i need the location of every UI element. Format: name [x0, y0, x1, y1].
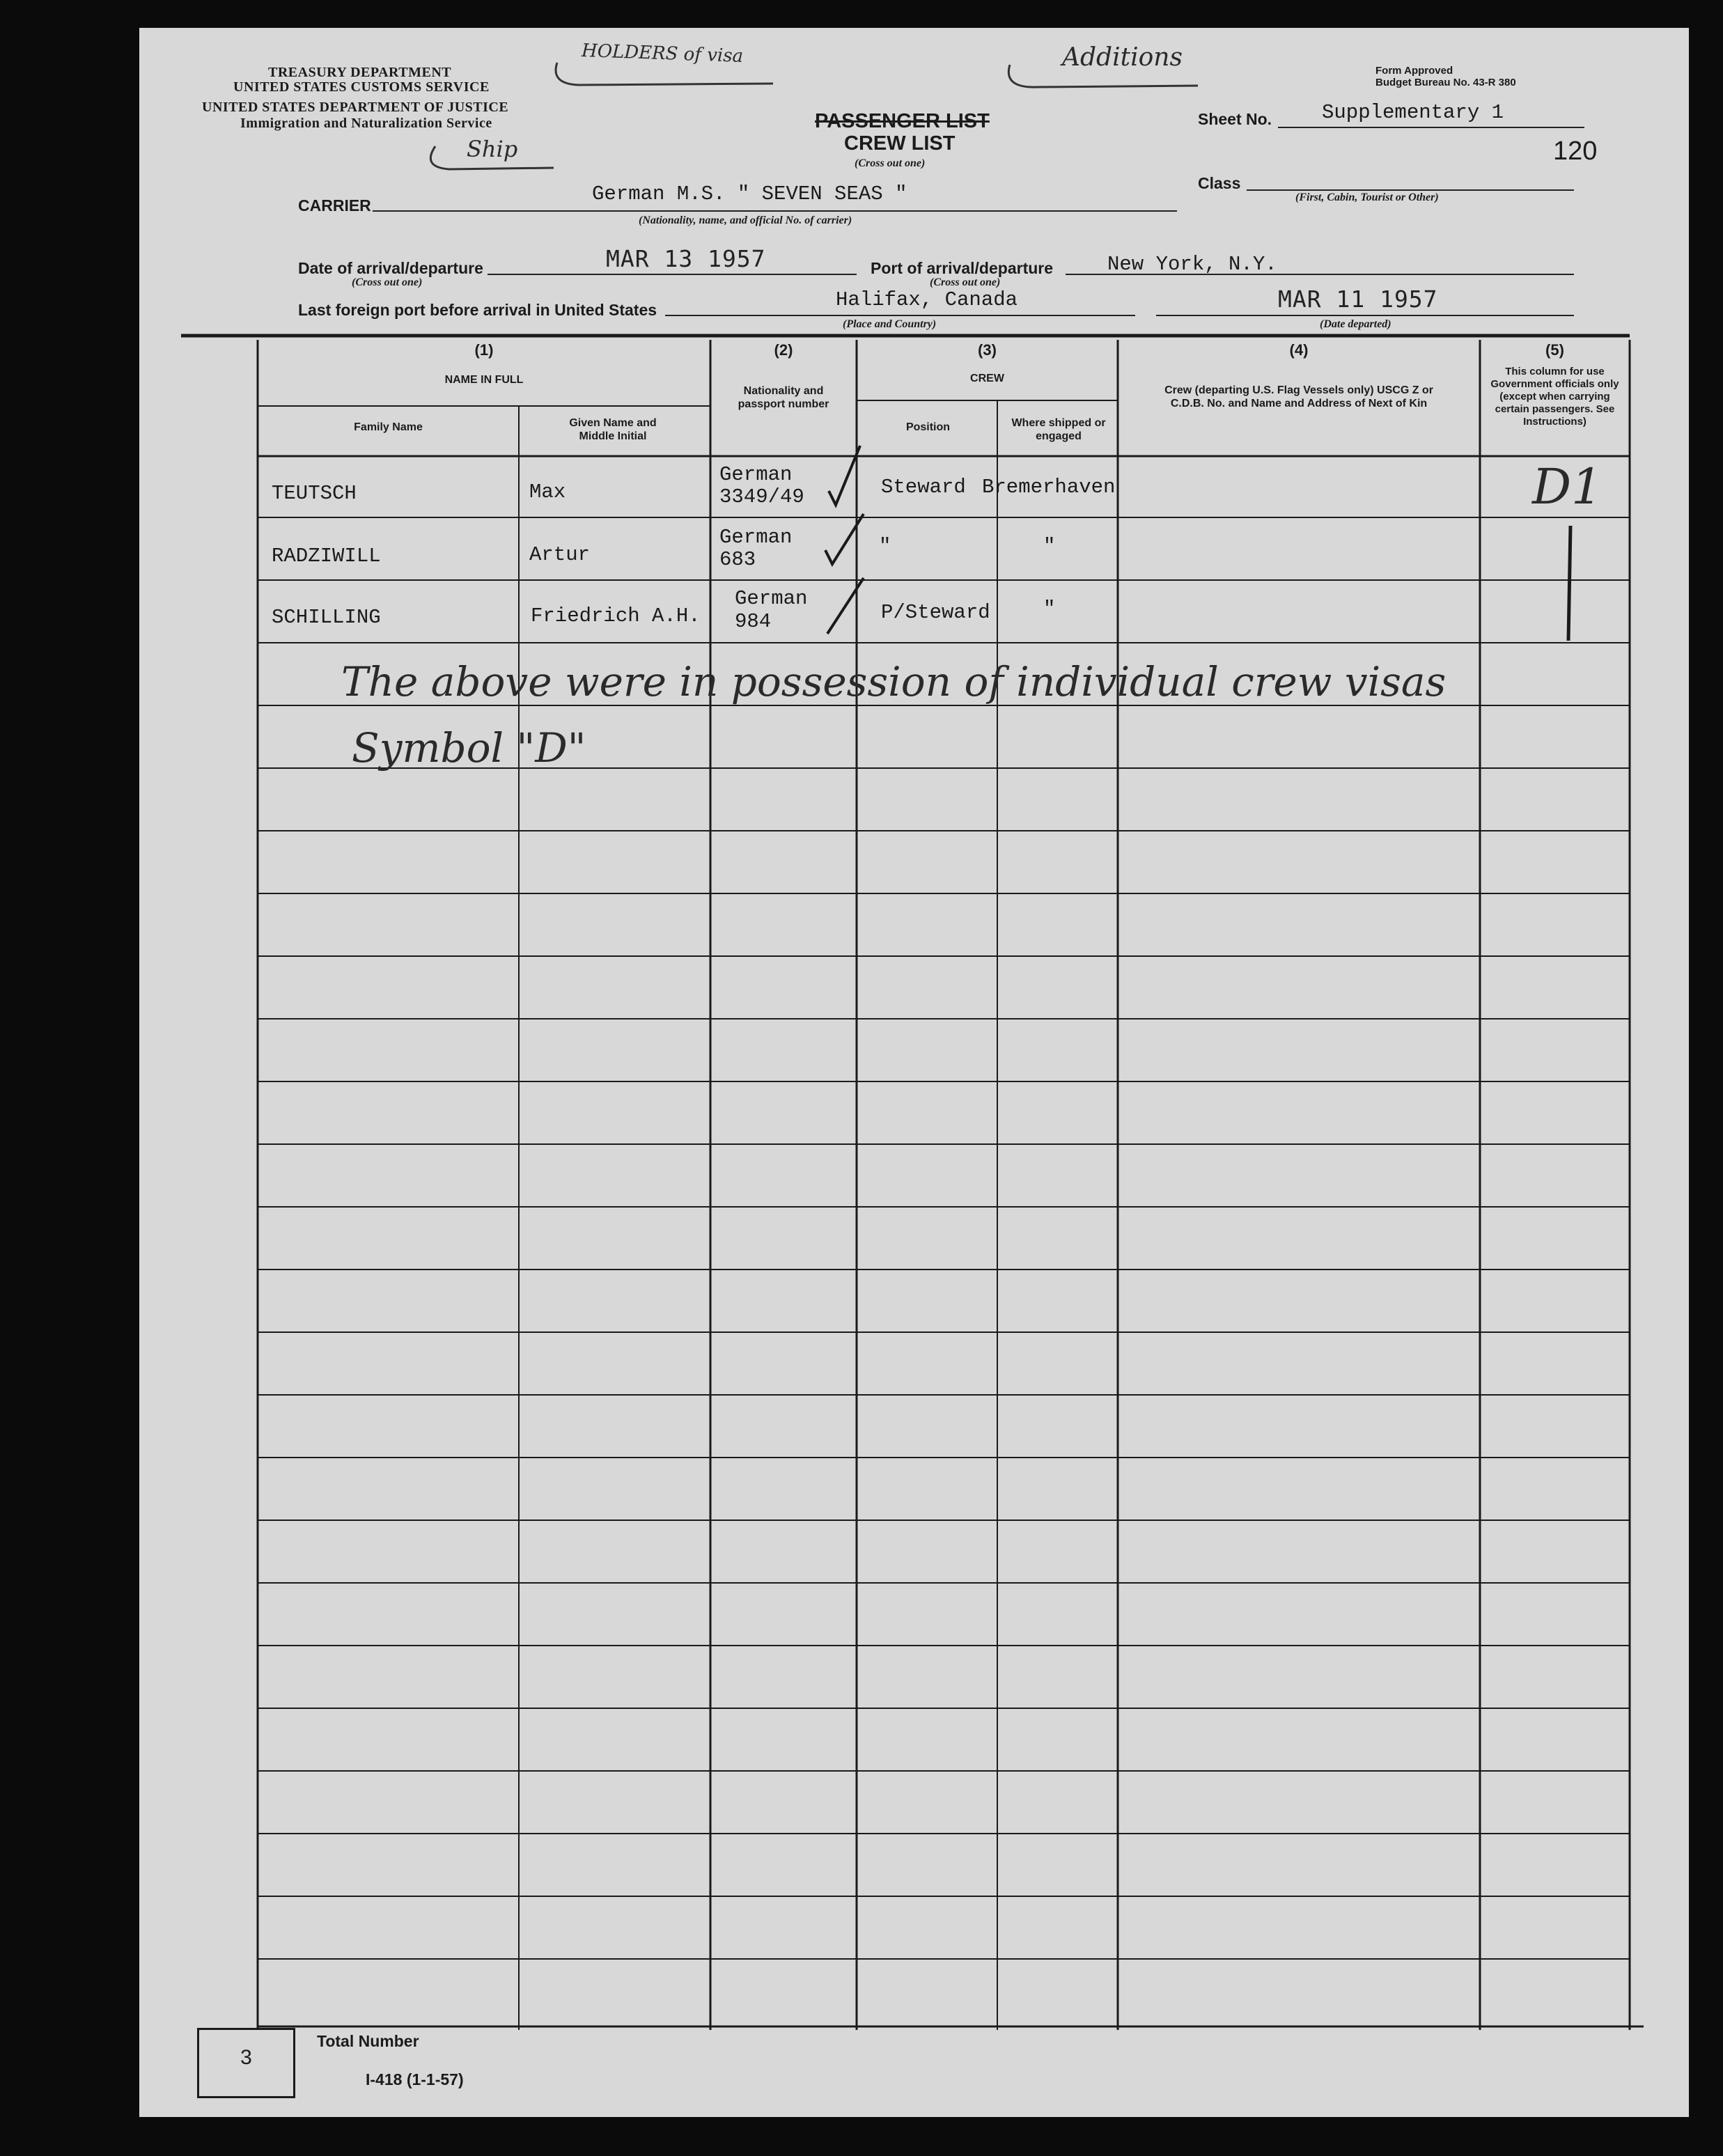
- passenger-list-title-struck: PASSENGER LIST: [815, 110, 990, 132]
- date-departed-value: MAR 11 1957: [1278, 286, 1438, 313]
- total-value: 3: [240, 2046, 252, 2069]
- col2-number: (2): [774, 341, 793, 359]
- row2-passport: 683: [719, 548, 756, 571]
- budget-bureau: Budget Bureau No. 43-R 380: [1375, 77, 1516, 88]
- row3-nationality: German: [735, 587, 808, 610]
- date-arrival-note: (Cross out one): [352, 276, 423, 288]
- row1-where-shipped: Bremerhaven: [982, 476, 1116, 499]
- sheet-label: Sheet No.: [1198, 110, 1272, 128]
- row1-family-name: TEUTSCH: [272, 482, 357, 505]
- row3-family-name: SCHILLING: [272, 606, 381, 629]
- annotation-line1: The above were in possession of individual crew visas: [341, 658, 1447, 705]
- class-label: Class: [1198, 174, 1241, 192]
- total-label: Total Number: [317, 2032, 419, 2050]
- port-value: New York, N.Y.: [1107, 253, 1277, 276]
- date-departed-note: (Date departed): [1320, 318, 1391, 330]
- hand-note-ship: Ship: [467, 136, 518, 162]
- carrier-label: CARRIER: [298, 196, 371, 214]
- check-mark-row2: [825, 514, 864, 564]
- department-of-justice: UNITED STATES DEPARTMENT OF JUSTICE: [202, 100, 509, 115]
- page-number: 120: [1553, 136, 1598, 166]
- date-arrival-value: MAR 13 1957: [606, 245, 766, 272]
- col4-number: (4): [1289, 341, 1309, 359]
- row1-passport: 3349/49: [719, 485, 804, 508]
- col1-title: NAME IN FULL: [444, 374, 524, 386]
- row2-given-name: Artur: [529, 543, 591, 566]
- annotation-line2: Symbol "D": [352, 724, 586, 772]
- class-note: (First, Cabin, Tourist or Other): [1295, 192, 1439, 203]
- last-port-value: Halifax, Canada: [836, 288, 1018, 311]
- row3-position: P/Steward: [881, 601, 990, 624]
- col1-number: (1): [474, 341, 494, 359]
- crew-list-title: CREW LIST: [844, 132, 956, 155]
- column5-bracket: [1568, 526, 1570, 641]
- row1-mark: D1: [1532, 458, 1603, 515]
- row1-given-name: Max: [529, 481, 566, 503]
- title-note: (Cross out one): [855, 157, 926, 169]
- col5-number: (5): [1545, 341, 1564, 359]
- check-marks: [0, 0, 1723, 696]
- form-approved: Form Approved: [1375, 65, 1453, 77]
- treasury-department: TREASURY DEPARTMENT: [268, 65, 452, 80]
- position-header: Position: [905, 421, 951, 433]
- col5-title: This column for use Government officials only (except when carrying certain passengers. See Instructions): [1490, 366, 1619, 428]
- hand-note-additions: Additions: [1062, 43, 1183, 72]
- where-shipped-header: Where shipped or engaged: [1011, 417, 1106, 442]
- form-number: I-418 (1-1-57): [366, 2070, 464, 2088]
- family-name-header: Family Name: [354, 421, 423, 433]
- check-mark-row3: [827, 578, 864, 634]
- check-mark-row1: [829, 446, 860, 505]
- col3-number: (3): [978, 341, 997, 359]
- customs-service: UNITED STATES CUSTOMS SERVICE: [233, 79, 490, 95]
- hand-note-holders: HOLDERS of visa: [581, 40, 744, 68]
- carrier-value: German M.S. " SEVEN SEAS ": [592, 182, 907, 205]
- row2-where-shipped: ": [1043, 535, 1056, 558]
- given-name-header: Given Name and Middle Initial: [569, 417, 657, 442]
- row3-given-name: Friedrich A.H.: [531, 604, 701, 627]
- port-label: Port of arrival/departure: [871, 259, 1054, 277]
- date-arrival-label: Date of arrival/departure: [298, 259, 483, 277]
- carrier-note: (Nationality, name, and official No. of carrier): [639, 214, 852, 226]
- col2-title: Nationality and passport number: [738, 385, 829, 410]
- row1-position: Steward: [881, 476, 966, 499]
- port-note: (Cross out one): [930, 276, 1001, 288]
- row2-position: ": [879, 535, 891, 558]
- last-port-label: Last foreign port before arrival in United States: [298, 301, 657, 319]
- row2-family-name: RADZIWILL: [272, 545, 381, 568]
- row3-passport: 984: [735, 610, 772, 633]
- immigration-service: Immigration and Naturalization Service: [240, 116, 492, 131]
- row2-nationality: German: [719, 526, 793, 549]
- sheet-value: Supplementary 1: [1322, 101, 1504, 124]
- row1-nationality: German: [719, 463, 793, 486]
- col3-title: CREW: [970, 373, 1004, 384]
- row3-where-shipped: ": [1043, 597, 1056, 620]
- col4-title: Crew (departing U.S. Flag Vessels only) USCG Z or C.D.B. No. and Name and Address of Next of Kin: [1164, 384, 1433, 409]
- place-note: (Place and Country): [843, 318, 937, 330]
